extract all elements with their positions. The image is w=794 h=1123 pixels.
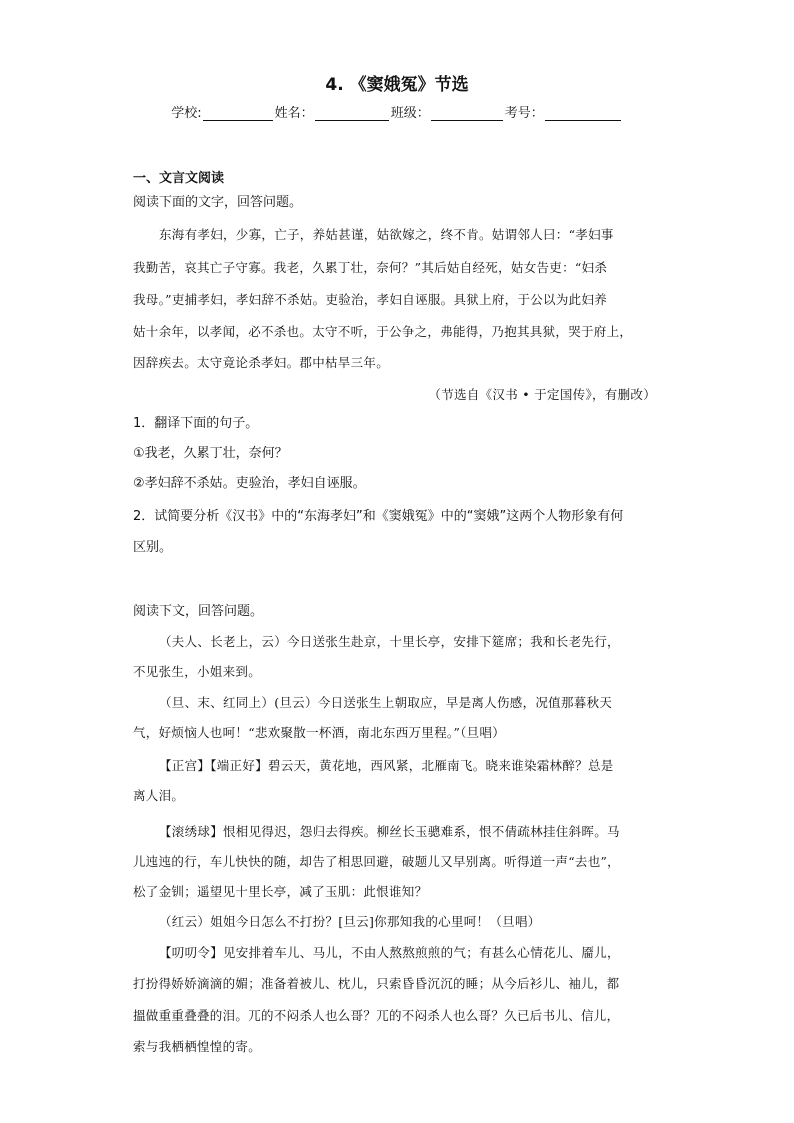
drama-passage-line: （旦、末、红同上）(旦云）今日送张生上朝取应，早是离人伤感，况值那暮秋天 xyxy=(159,695,613,710)
section1-heading: 一、文言文阅读 xyxy=(133,171,225,186)
drama-passage-line: 打扮得娇娇滴滴的媚；准备着被儿、枕儿，只索昏昏沉沉的睡；从今后衫儿、袖儿，都 xyxy=(133,976,620,991)
question-2-line: 区别。 xyxy=(133,540,173,555)
classical-passage-line: 我勤苦，哀其亡子守寡。我老，久累丁壮，奈何？”其后姑自经死，姑女告吏：“妇杀 xyxy=(133,260,608,275)
school-blank[interactable] xyxy=(203,106,273,121)
question-2-line: 2．试简要分析《汉书》中的“东海孝妇”和《窦娥冤》中的“窦娥”这两个人物形象有何 xyxy=(133,509,624,524)
drama-passage-line: （红云）姐姐今日怎么不打扮？[旦云]你那知我的心里呵！（旦唱） xyxy=(159,914,541,929)
classical-passage-line: 东海有孝妇，少寡，亡子，养姑甚谨，姑欲嫁之，终不肯。姑谓邻人曰：“孝妇事 xyxy=(159,227,614,242)
name-label: 姓名： xyxy=(274,106,314,121)
classical-passage-line: 我母。”吏捕孝妇，孝妇辞不杀姑。吏验治，孝妇自诬服。具狱上府，于公以为此妇养 xyxy=(133,292,608,307)
exam-no-blank[interactable] xyxy=(545,106,621,121)
student-info-row xyxy=(0,102,794,121)
drama-passage-line: 不见张生，小姐来到。 xyxy=(133,664,262,679)
drama-passage-line: 松了金钏；遥望见十里长亭，减了玉肌：此恨谁知？ xyxy=(133,884,428,899)
drama-passage-line: 搵做重重叠叠的泪。兀的不闷杀人也么哥？兀的不闷杀人也么哥？久已后书儿、信儿， xyxy=(133,1008,620,1023)
section2-instruction: 阅读下文，回答问题。 xyxy=(133,604,264,619)
name-blank[interactable] xyxy=(315,106,389,121)
drama-passage-line: 【滚绣球】恨相见得迟，怨归去得疾。柳丝长玉骢难系，恨不倩疏林挂住斜晖。马 xyxy=(159,824,620,839)
question-1: 1．翻译下面的句子。 xyxy=(133,416,259,431)
school-label: 学校: xyxy=(171,106,202,121)
drama-passage-line: 【叨叨令】见安排着车儿、马儿，不由人熬熬煎煎的气；有甚么心情花儿、靥儿， xyxy=(159,945,620,960)
drama-passage-line: 索与我栖栖惶惶的寄。 xyxy=(133,1039,262,1054)
classical-passage-line: 因辞疾去。太守竟论杀孝妇。郡中枯旱三年。 xyxy=(133,355,390,370)
exam-no-label: 考号： xyxy=(504,106,544,121)
section1-instruction: 阅读下面的文字，回答问题。 xyxy=(133,195,303,210)
document-title: 4. 《窦娥冤》节选 xyxy=(325,75,469,95)
class-blank[interactable] xyxy=(431,106,503,121)
drama-passage-line: 儿迍迍的行，车儿快快的随，却告了相思回避，破题儿又早别离。听得道一声“去也”， xyxy=(133,854,620,869)
drama-passage-line: 气，好烦恼人也呵！“悲欢聚散一杯酒，南北东西万里程。”（旦唱） xyxy=(133,725,506,740)
drama-passage-line: （夫人、长老上，云）今日送张生赴京，十里长亭，安排下筵席；我和长老先行， xyxy=(159,634,620,649)
drama-passage-line: 【正宫】【端正好】碧云天，黄花地，西风紧，北雁南飞。晓来谁染霜林醉？总是 xyxy=(159,758,614,773)
question-1-item: ①我老，久累丁壮，奈何？ xyxy=(133,446,288,461)
passage-source: （节选自《汉书 • 于定国传》，有删改） xyxy=(428,387,656,402)
classical-passage-line: 姑十余年，以孝闻，必不杀也。太守不听，于公争之，弗能得，乃抱其具狱，哭于府上， xyxy=(133,324,633,339)
question-1-item: ②孝妇辞不杀姑。吏验治，孝妇自诬服。 xyxy=(133,476,366,491)
class-label: 班级： xyxy=(390,106,430,121)
drama-passage-line: 离人泪。 xyxy=(133,788,185,803)
